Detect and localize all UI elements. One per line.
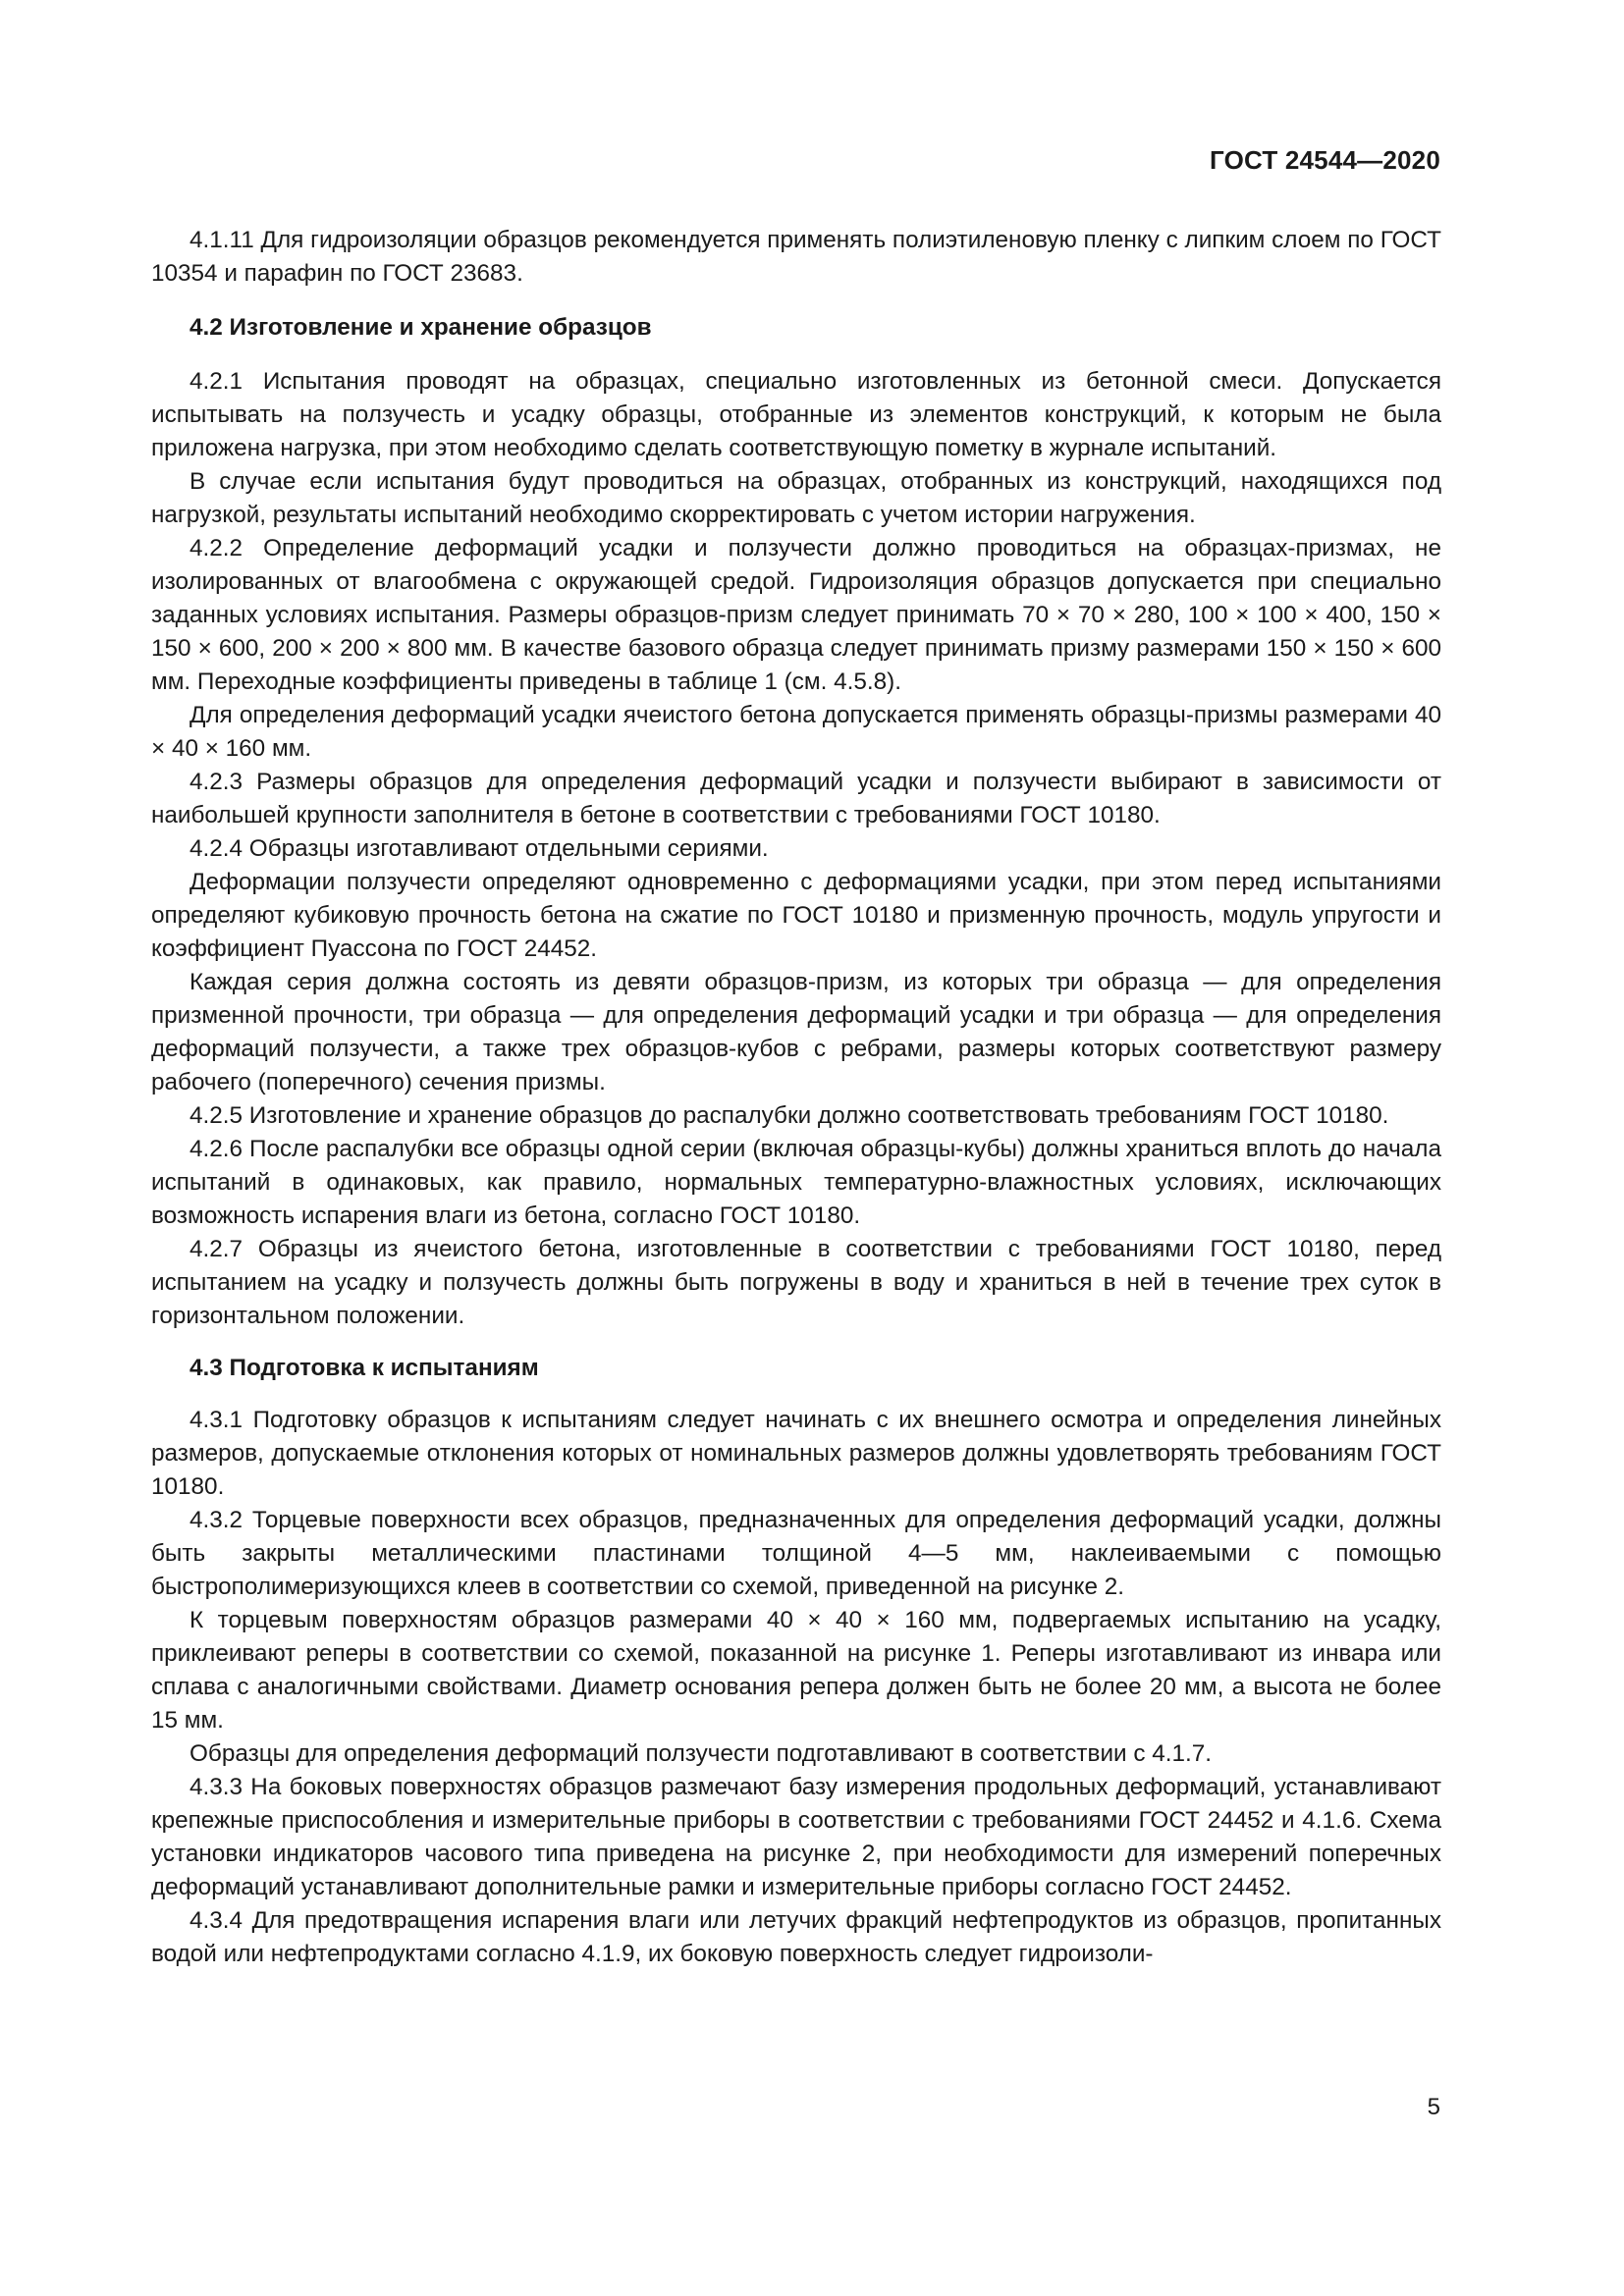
paragraph-4-3-2-c: Образцы для определения деформаций ползучести подготавливают в соответствии с 4.1.7.: [189, 1740, 1213, 1767]
paragraph-4-2-2: 4.2.2 Определение деформаций усадки и ползучести должно проводиться на образцах-призмах, не изолированных от влагообмена с окружающей средой. Гидроизоляция образцов допускается при специально заданных условиях испытания. Размеры образцов-призм следует принимать 70 × 70 × 280, 100 × 100 × 400, 150 × 150 × 600, 200 × 200 × 800 мм. В качестве базового образца следует принимать призму размерами 150 × 150 × 600 мм. Переходные коэффициенты приведены в таблице 1 (см. 4.5.8).: [151, 535, 1441, 695]
paragraph-4-2-6: 4.2.6 После распалубки все образцы одной серии (включая образцы-кубы) должны храниться вплоть до начала испытаний в одинаковых, как правило, нормальных температурно-влажностных условиях, исключающих возможность испарения влаги из бетона, согласно ГОСТ 10180.: [151, 1136, 1441, 1229]
paragraph-4-1-11: 4.1.11 Для гидроизоляции образцов рекомендуется применять полиэтиленовую пленку с липким слоем по ГОСТ 10354 и парафин по ГОСТ 23683.: [151, 227, 1441, 287]
paragraph-4-2-4-c: Каждая серия должна состоять из девяти образцов-призм, из которых три образца — для определения призменной прочности, три образца — для определения деформаций усадки и три образца — для определения деформаций ползучести, а также трех образцов-кубов с ребрами, размеры которых соответствуют размеру рабочего (поперечного) сечения призмы.: [151, 969, 1441, 1095]
paragraph-4-2-4: 4.2.4 Образцы изготавливают отдельными сериями.: [189, 835, 769, 862]
document-code-header: ГОСТ 24544—2020: [1210, 145, 1440, 175]
paragraph-4-2-5: 4.2.5 Изготовление и хранение образцов до распалубки должно соответствовать требованиям ГОСТ 10180.: [189, 1102, 1389, 1129]
paragraph-4-2-1-b: В случае если испытания будут проводиться на образцах, отобранных из конструкций, находящихся под нагрузкой, результаты испытаний необходимо скорректировать с учетом истории нагружения.: [151, 468, 1441, 528]
paragraph-4-2-3: 4.2.3 Размеры образцов для определения деформаций усадки и ползучести выбирают в зависимости от наибольшей крупности заполнителя в бетоне в соответствии с требованиями ГОСТ 10180.: [151, 769, 1441, 828]
paragraph-4-2-4-b: Деформации ползучести определяют одновременно с деформациями усадки, при этом перед испытаниями определяют кубиковую прочность бетона на сжатие по ГОСТ 10180 и призменную прочность, модуль упругости и коэффициент Пуассона по ГОСТ 24452.: [151, 869, 1441, 962]
paragraph-4-3-3: 4.3.3 На боковых поверхностях образцов размечают базу измерения продольных деформаций, устанавливают крепежные приспособления и измерительные приборы в соответствии с требованиями ГОСТ 24452 и 4.1.6. Схема установки индикаторов часового типа приведена на рисунке 2, при необходимости для измерений поперечных деформаций устанавливают дополнительные рамки и измерительные приборы согласно ГОСТ 24452.: [151, 1774, 1441, 1900]
page-number: 5: [1427, 2094, 1440, 2120]
paragraph-4-3-2-b: К торцевым поверхностям образцов размерами 40 × 40 × 160 мм, подвергаемых испытанию на усадку, приклеивают реперы в соответствии со схемой, показанной на рисунке 1. Реперы изготавливают из инвара или сплава с аналогичными свойствами. Диаметр основания репера должен быть не более 20 мм, а высота не более 15 мм.: [151, 1607, 1441, 1734]
paragraph-4-2-1: 4.2.1 Испытания проводят на образцах, специально изготовленных из бетонной смеси. Допускается испытывать на ползучесть и усадку образцы, отобранные из элементов конструкций, к которым не была приложена нагрузка, при этом необходимо сделать соответствующую пометку в журнале испытаний.: [151, 368, 1441, 461]
paragraph-4-3-2: 4.3.2 Торцевые поверхности всех образцов, предназначенных для определения деформаций усадки, должны быть закрыты металлическими пластинами толщиной 4—5 мм, наклеиваемыми с помощью быстрополимеризующихся клеев в соответствии со схемой, приведенной на рисунке 2.: [151, 1507, 1441, 1600]
paragraph-4-3-4: 4.3.4 Для предотвращения испарения влаги или летучих фракций нефтепродуктов из образцов, пропитанных водой или нефтепродуктами согласно 4.1.9, их боковую поверхность следует гидроизоли-: [151, 1907, 1441, 1967]
paragraph-4-2-2-b: Для определения деформаций усадки ячеистого бетона допускается применять образцы-призмы размерами 40 × 40 × 160 мм.: [151, 702, 1441, 762]
paragraph-4-3-1: 4.3.1 Подготовку образцов к испытаниям следует начинать с их внешнего осмотра и определения линейных размеров, допускаемые отклонения которых от номинальных размеров должны удовлетворять требованиям ГОСТ 10180.: [151, 1407, 1441, 1500]
section-heading-4-2: 4.2 Изготовление и хранение образцов: [189, 314, 652, 341]
document-body: [151, 224, 1441, 1971]
paragraph-4-2-7: 4.2.7 Образцы из ячеистого бетона, изготовленные в соответствии с требованиями ГОСТ 10180, перед испытанием на усадку и ползучесть должны быть погружены в воду и храниться в ней в течение трех суток в горизонтальном положении.: [151, 1236, 1441, 1329]
section-heading-4-3: 4.3 Подготовка к испытаниям: [189, 1355, 539, 1381]
